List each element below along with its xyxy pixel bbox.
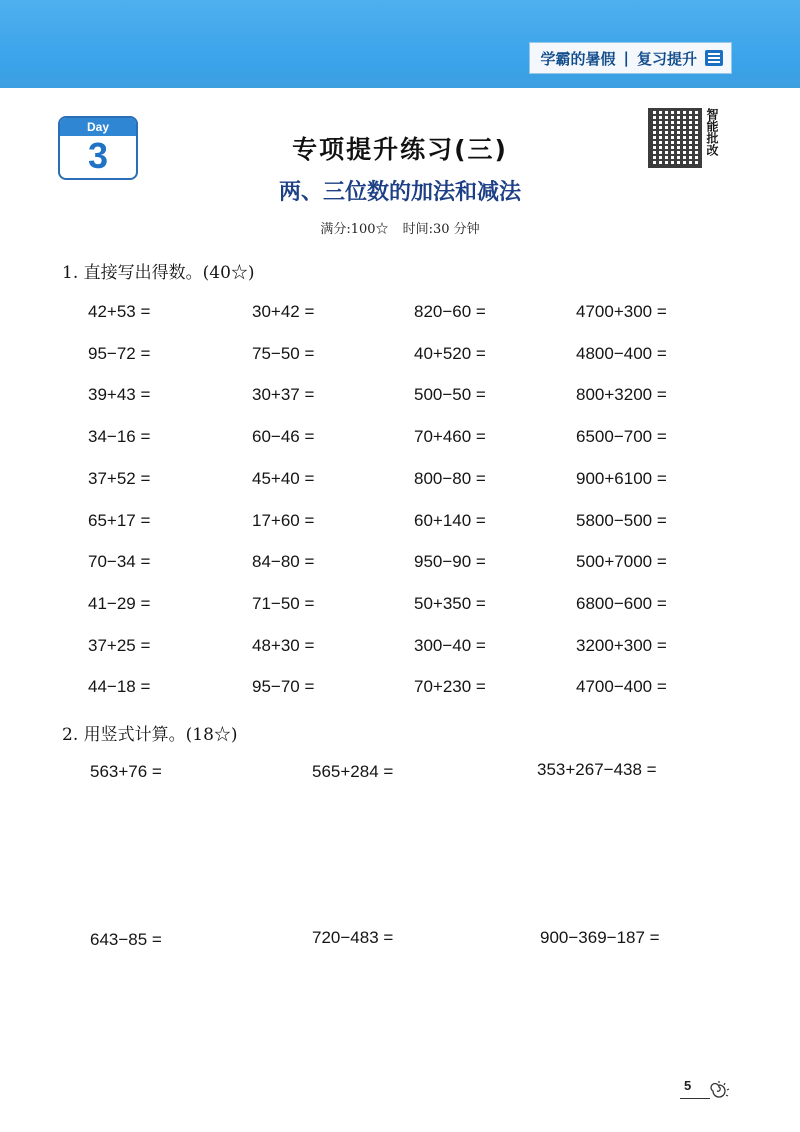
- mental-math-item: 70+460 =: [414, 427, 486, 446]
- mental-math-item: 950−90 =: [414, 552, 486, 571]
- mental-math-item: 60−46 =: [252, 427, 315, 446]
- day-number: 3: [87, 135, 109, 176]
- mental-math-item: 70−34 =: [88, 552, 151, 571]
- time-limit: 时间:30 分钟: [402, 222, 480, 237]
- mental-math-item: 37+52 =: [88, 469, 151, 488]
- section-1-heading: 1. 直接写出得数。(40☆): [62, 263, 255, 283]
- series-separator: |: [623, 49, 629, 67]
- mental-math-item: 300−40 =: [414, 636, 486, 655]
- vertical-calc-item: 643−85 =: [90, 930, 162, 949]
- mental-math-item: 70+230 =: [414, 677, 486, 696]
- score-time-info: [0, 218, 800, 237]
- mental-math-item: 30+42 =: [252, 302, 315, 321]
- series-tag: [529, 42, 732, 74]
- mental-math-item: 30+37 =: [252, 385, 315, 404]
- page-title: 专项提升练习(三): [292, 135, 508, 164]
- mental-math-item: 71−50 =: [252, 594, 315, 613]
- mental-math-item: 37+25 =: [88, 636, 151, 655]
- mental-math-item: 4800−400 =: [576, 344, 667, 363]
- vertical-calc-item: 900−369−187 =: [540, 928, 660, 947]
- mental-math-item: 42+53 =: [88, 302, 151, 321]
- vertical-calc-item: 563+76 =: [90, 762, 162, 781]
- vertical-calc-item: 720−483 =: [312, 928, 394, 947]
- mental-math-item: 65+17 =: [88, 511, 151, 530]
- page-subtitle: 两、三位数的加法和减法: [278, 179, 521, 205]
- mental-math-item: 48+30 =: [252, 636, 315, 655]
- mental-math-item: 39+43 =: [88, 385, 151, 404]
- mental-math-item: 800−80 =: [414, 469, 486, 488]
- mental-math-item: 41−29 =: [88, 594, 151, 613]
- full-score: 满分:100☆: [320, 222, 389, 237]
- mental-math-item: 84−80 =: [252, 552, 315, 571]
- mental-math-item: 44−18 =: [88, 677, 151, 696]
- day-label: Day: [60, 118, 136, 136]
- mental-math-item: 6800−600 =: [576, 594, 667, 613]
- mental-math-item: 5800−500 =: [576, 511, 667, 530]
- mental-math-item: 50+350 =: [414, 594, 486, 613]
- series-name: 学霸的暑假: [540, 49, 616, 68]
- mental-math-item: 75−50 =: [252, 344, 315, 363]
- vertical-calc-item: 565+284 =: [312, 762, 394, 781]
- section-2-heading: 2. 用竖式计算。(18☆): [62, 725, 238, 745]
- mental-math-item: 95−72 =: [88, 344, 151, 363]
- mental-math-item: 40+520 =: [414, 344, 486, 363]
- mental-math-item: 95−70 =: [252, 677, 315, 696]
- mental-math-item: 500−50 =: [414, 385, 486, 404]
- mental-math-item: 500+7000 =: [576, 552, 667, 571]
- mental-math-item: 60+140 =: [414, 511, 486, 530]
- page-number-underline: [680, 1098, 710, 1099]
- mental-math-item: 800+3200 =: [576, 385, 667, 404]
- qr-label: 智能批改: [705, 108, 719, 156]
- book-icon: [705, 50, 723, 66]
- mental-math-item: 34−16 =: [88, 427, 151, 446]
- mental-math-item: 900+6100 =: [576, 469, 667, 488]
- mental-math-item: 4700+300 =: [576, 302, 667, 321]
- mental-math-item: 6500−700 =: [576, 427, 667, 446]
- mental-math-item: 17+60 =: [252, 511, 315, 530]
- vertical-calc-item: 353+267−438 =: [537, 760, 657, 779]
- mental-math-item: 3200+300 =: [576, 636, 667, 655]
- series-module: 复习提升: [636, 49, 697, 68]
- page-number: 5: [684, 1078, 692, 1093]
- mental-math-item: 820−60 =: [414, 302, 486, 321]
- qr-code-icon[interactable]: [648, 108, 702, 168]
- mental-math-item: 45+40 =: [252, 469, 315, 488]
- sun-swirl-icon: [708, 1080, 730, 1102]
- mental-math-item: 4700−400 =: [576, 677, 667, 696]
